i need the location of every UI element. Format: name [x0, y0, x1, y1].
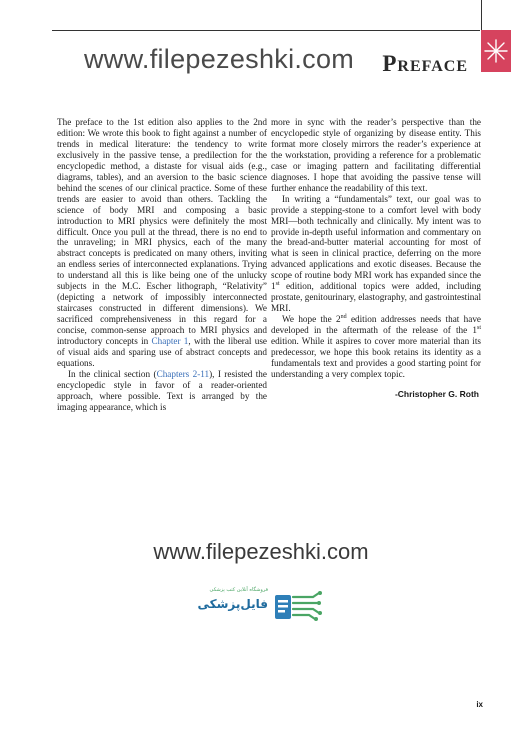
page-title: Preface — [382, 51, 468, 76]
paragraph: In writing a “fundamentals” text, our goal was to provide a stepping-stone to a comfort level with body MRI—both technically and clinically. My intent was to provide in-depth useful information and commentary on the bread-and-butter material accounting for most of what is seen in clinical practice, deferring on the more advanced applications and exotic diseases. Because the scope of routine body MRI work has expanded since the 1st edition, additional topics were added, including prostate, genitourinary, elastography, and gastrointestinal MRI. — [271, 193, 481, 314]
header-rule — [52, 30, 480, 31]
watermark-top: www.filepezeshki.com — [84, 44, 355, 74]
header-vertical-rule — [481, 0, 482, 30]
text-column-right — [271, 117, 481, 400]
logo-subtext: فروشگاه آنلاین کتب پزشکی — [209, 587, 268, 593]
logo-text: فایل‌پزشکی — [197, 597, 268, 611]
author-signature: -Christopher G. Roth — [394, 388, 479, 399]
paragraph: In the clinical section (Chapters 2-11), I resisted the encyclopedic style in favor of a reader-oriented approach, where possible. Text is arranged by the imaging appearance, which is — [57, 368, 267, 412]
chapter-link[interactable]: Chapter 1 — [151, 336, 189, 347]
page-number: ix — [476, 700, 483, 709]
watermark-logo — [172, 585, 347, 625]
asterisk-icon — [481, 30, 511, 72]
logo-mark-icon — [273, 589, 333, 623]
chapter-range-link[interactable]: Chapters 2-11 — [156, 368, 210, 379]
paragraph: more in sync with the reader’s perspective than the encyclopedic style of organizing by disease entity. This format more closely mirrors the reader’s experience at the workstation, providing a reference for a problematic case or imaging pattern and facilitating differential diagnoses. I hope that avoiding the passive tense will further enhance the readability of this text. — [271, 117, 481, 193]
paragraph: The preface to the 1st edition also applies to the 2nd edition: We wrote this book to fight against a number of trends in medical literature: the tendency to write exclusively in the passive tense, a predilection for the encyclopedic method, a distaste for visual aids (e.g., diagrams, tables), and an aversion to the basic science behind the scenes of our clinical practice. Some of these trends are easier to avoid than others. Tackling the science of body MRI and composing a basic introduction to MRI physics were definitely the most difficult. Once you pull at the thread, there is no end to the unraveling; in MRI physics, each of the many abstract concepts is predicated on many others, inviting an endless series of interconnected explanations. Trying to understand all this is like being one of the unlucky subjects in the M.C. Escher lithograph, “Relativity” (depicting a network of impossibly interconnected staircases constructed in different dimensions). We sacrificed comprehensiveness in this regard for a concise, common-sense approach to MRI physics and introductory concepts in Chapter 1, with the liberal use of visual aids and sparing use of abstract concepts and equations. — [57, 117, 267, 368]
text-column-left — [57, 117, 267, 413]
watermark-bottom: www.filepezeshki.com — [153, 539, 369, 564]
paragraph: We hope the 2nd edition addresses needs that have developed in the aftermath of the release of the 1st edition. While it aspires to cover more material than its predecessor, we hope this book retains its identity as a fundamentals text and provides a good starting point for understanding a very complex topic. — [271, 314, 481, 379]
